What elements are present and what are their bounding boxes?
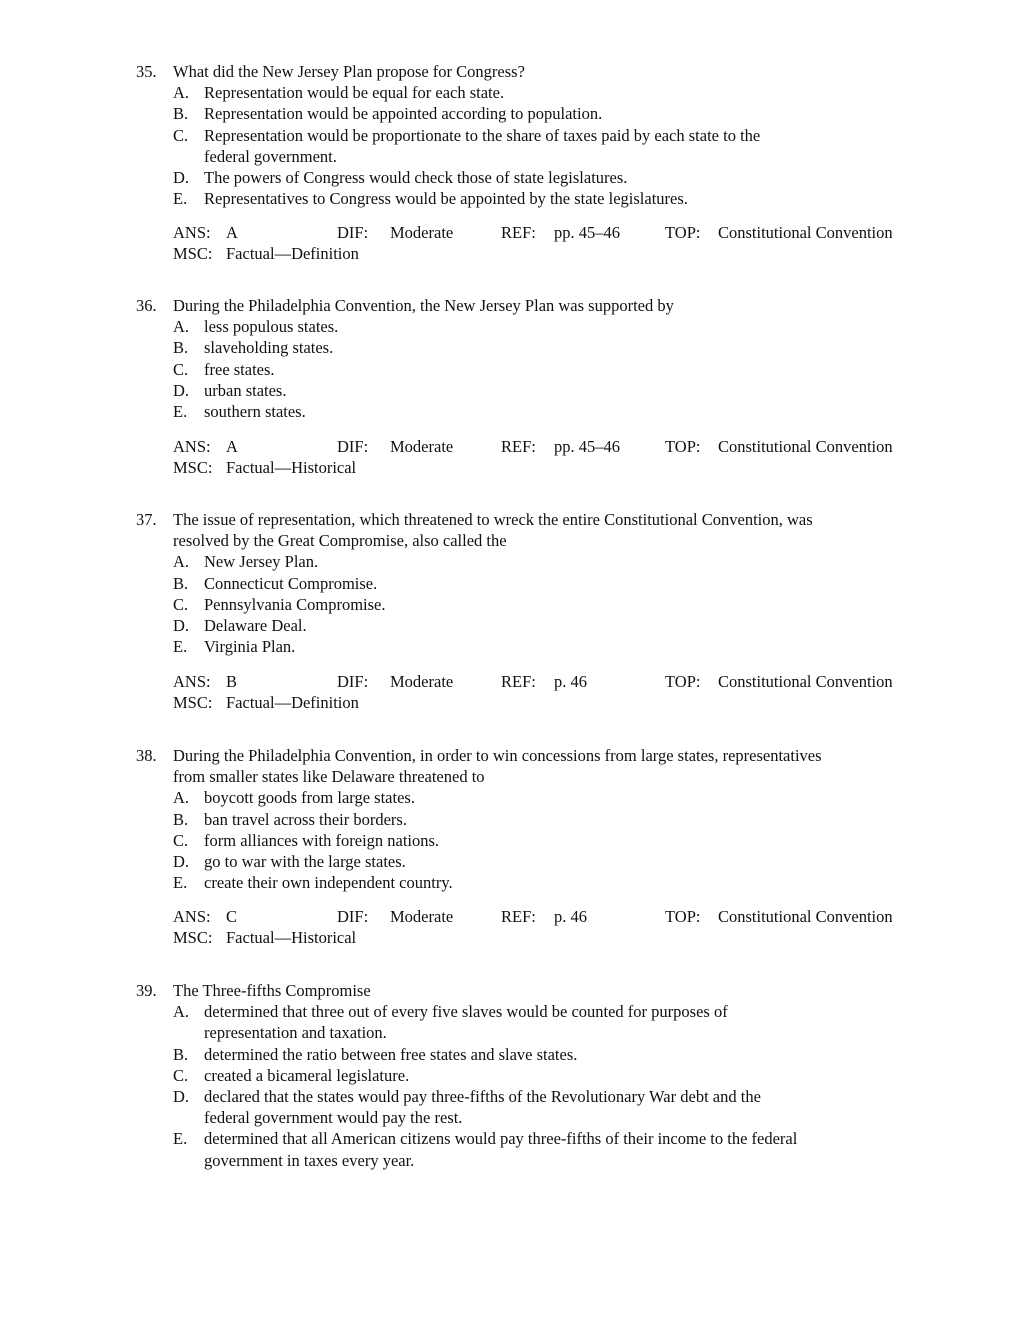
option-a (173, 1001, 913, 1022)
answer-metadata (173, 906, 933, 948)
option-b (173, 573, 913, 594)
metadata-row (173, 222, 933, 243)
option-letter: B. (173, 104, 189, 124)
option-d (173, 851, 913, 872)
option-text: free states. (204, 359, 275, 379)
msc-label: MSC: (173, 928, 213, 948)
option-letter: A. (173, 83, 190, 103)
dif-value: Moderate (390, 672, 454, 691)
dif-label: DIF: (337, 672, 369, 691)
question-stem: During the Philadelphia Convention, in order to win concessions from large states, representatives (173, 746, 822, 765)
option-c (173, 125, 913, 146)
msc-label: MSC: (173, 693, 213, 713)
ref-value: p. 46 (554, 907, 587, 926)
option-e (173, 1128, 913, 1149)
msc-value: Factual—Definition (226, 244, 359, 264)
option-text: Representation would be proportionate to the share of taxes paid by each state to the (204, 125, 761, 145)
top-label: TOP: (665, 223, 701, 242)
option-letter: C. (173, 830, 189, 850)
msc-value: Factual—Definition (226, 693, 359, 713)
question-body (173, 509, 913, 657)
option-e (173, 636, 913, 657)
option-b (173, 1044, 913, 1065)
top-value: Constitutional Convention (718, 907, 893, 926)
ref-label: REF: (501, 437, 536, 456)
option-letter: D. (173, 615, 190, 635)
option-letter: C. (173, 359, 189, 379)
option-letter: C. (173, 1065, 189, 1085)
option-text: ban travel across their borders. (204, 809, 407, 829)
question-number: 36. (136, 296, 157, 315)
option-a (173, 82, 913, 103)
option-text: Delaware Deal. (204, 615, 307, 635)
option-letter: B. (173, 573, 189, 593)
msc-label: MSC: (173, 244, 213, 264)
question-stem: What did the New Jersey Plan propose for Congress? (173, 62, 525, 81)
msc-value: Factual—Historical (226, 928, 357, 948)
ref-label: REF: (501, 907, 536, 926)
dif-label: DIF: (337, 907, 369, 926)
option-a (173, 551, 913, 572)
option-letter: D. (173, 168, 190, 187)
option-letter: C. (173, 125, 189, 145)
dif-value: Moderate (390, 223, 454, 242)
dif-value: Moderate (390, 907, 454, 926)
top-value: Constitutional Convention (718, 437, 893, 456)
option-b (173, 103, 913, 124)
question-stem: The issue of representation, which threatened to wreck the entire Constitutional Convention, was (173, 510, 813, 529)
option-c (173, 594, 913, 615)
answer-metadata (173, 222, 933, 264)
question-number: 39. (136, 981, 157, 1000)
top-label: TOP: (665, 437, 701, 456)
option-text: go to war with the large states. (204, 851, 406, 871)
option-letter: C. (173, 594, 189, 614)
option-letter: A. (173, 552, 190, 572)
option-e (173, 872, 913, 893)
option-text: New Jersey Plan. (204, 552, 319, 572)
option-text: Pennsylvania Compromise. (204, 594, 386, 614)
metadata-row (173, 243, 933, 264)
option-text: declared that the states would pay three-fifths of the Revolutionary War debt and the (204, 1087, 761, 1106)
option-d (173, 615, 913, 636)
metadata-row (173, 436, 933, 457)
option-a (173, 316, 913, 337)
question-body (173, 295, 913, 422)
option-text: Representatives to Congress would be appointed by the state legislatures. (204, 189, 688, 209)
option-e (173, 401, 913, 422)
option-text: The powers of Congress would check those of state legislatures. (204, 168, 628, 187)
top-label: TOP: (665, 907, 701, 926)
option-text-continued: federal government. (204, 146, 337, 166)
question-stem-continued: resolved by the Great Compromise, also called the (173, 531, 507, 551)
option-text: urban states. (204, 380, 287, 400)
top-value: Constitutional Convention (718, 672, 893, 691)
metadata-row (173, 671, 933, 692)
option-text: determined that all American citizens would pay three-fifths of their income to the federal (204, 1129, 798, 1149)
option-letter: D. (173, 380, 190, 400)
question-body (173, 980, 913, 1171)
ans-label: ANS: (173, 437, 211, 456)
option-text: determined that three out of every five slaves would be counted for purposes of (204, 1002, 728, 1022)
option-text-continued: representation and taxation. (204, 1023, 387, 1043)
option-text: Representation would be appointed according to population. (204, 104, 603, 124)
ans-value: C (226, 907, 238, 926)
question-stem-continued: from smaller states like Delaware threatened to (173, 767, 485, 787)
option-text: Virginia Plan. (204, 637, 296, 657)
option-d (173, 380, 913, 401)
option-b (173, 809, 913, 830)
option-text: less populous states. (204, 317, 339, 337)
ref-value: p. 46 (554, 672, 587, 691)
ref-value: pp. 45–46 (554, 223, 620, 242)
option-text: slaveholding states. (204, 338, 334, 358)
question-number: 38. (136, 746, 157, 765)
ans-value: B (226, 672, 238, 691)
option-text-continued: government in taxes every year. (204, 1150, 415, 1170)
option-text: Representation would be equal for each state. (204, 83, 505, 103)
metadata-row (173, 692, 933, 713)
option-letter: B. (173, 809, 189, 829)
dif-value: Moderate (390, 437, 454, 456)
answer-metadata (173, 671, 933, 713)
option-letter: D. (173, 851, 190, 871)
ans-value: A (226, 437, 238, 456)
question-number: 35. (136, 62, 157, 81)
option-text: create their own independent country. (204, 873, 453, 893)
msc-label: MSC: (173, 458, 213, 478)
option-letter: E. (173, 637, 188, 657)
question-number: 37. (136, 510, 157, 529)
question-body (173, 61, 913, 209)
msc-value: Factual—Historical (226, 458, 357, 478)
question-stem: The Three-fifths Compromise (173, 981, 371, 1000)
option-letter: A. (173, 788, 190, 808)
option-text: boycott goods from large states. (204, 788, 415, 808)
question-body (173, 745, 913, 893)
option-letter: E. (173, 189, 188, 209)
option-c (173, 359, 913, 380)
ref-value: pp. 45–46 (554, 437, 620, 456)
top-value: Constitutional Convention (718, 223, 893, 242)
ans-label: ANS: (173, 672, 211, 691)
option-letter: D. (173, 1087, 190, 1106)
dif-label: DIF: (337, 437, 369, 456)
option-letter: E. (173, 402, 188, 421)
top-label: TOP: (665, 672, 701, 691)
ans-label: ANS: (173, 907, 211, 926)
option-letter: A. (173, 317, 190, 337)
ref-label: REF: (501, 672, 536, 691)
option-b (173, 337, 913, 358)
option-letter: B. (173, 338, 189, 358)
option-a (173, 787, 913, 808)
option-letter: A. (173, 1002, 190, 1022)
option-text: form alliances with foreign nations. (204, 830, 440, 850)
metadata-row (173, 906, 933, 927)
option-c (173, 1065, 913, 1086)
option-c (173, 830, 913, 851)
option-e (173, 188, 913, 209)
answer-metadata (173, 436, 933, 478)
ref-label: REF: (501, 223, 536, 242)
metadata-row (173, 457, 933, 478)
option-d (173, 1086, 913, 1107)
ans-value: A (226, 223, 238, 242)
option-letter: E. (173, 1129, 188, 1149)
dif-label: DIF: (337, 223, 369, 242)
option-text: Connecticut Compromise. (204, 573, 378, 593)
option-text: created a bicameral legislature. (204, 1065, 410, 1085)
question-stem: During the Philadelphia Convention, the New Jersey Plan was supported by (173, 296, 674, 315)
option-d (173, 167, 913, 188)
option-letter: B. (173, 1044, 189, 1064)
metadata-row (173, 927, 933, 948)
option-text: determined the ratio between free states and slave states. (204, 1044, 578, 1064)
option-letter: E. (173, 873, 188, 893)
option-text-continued: federal government would pay the rest. (204, 1108, 463, 1128)
ans-label: ANS: (173, 223, 211, 242)
option-text: southern states. (204, 402, 306, 421)
